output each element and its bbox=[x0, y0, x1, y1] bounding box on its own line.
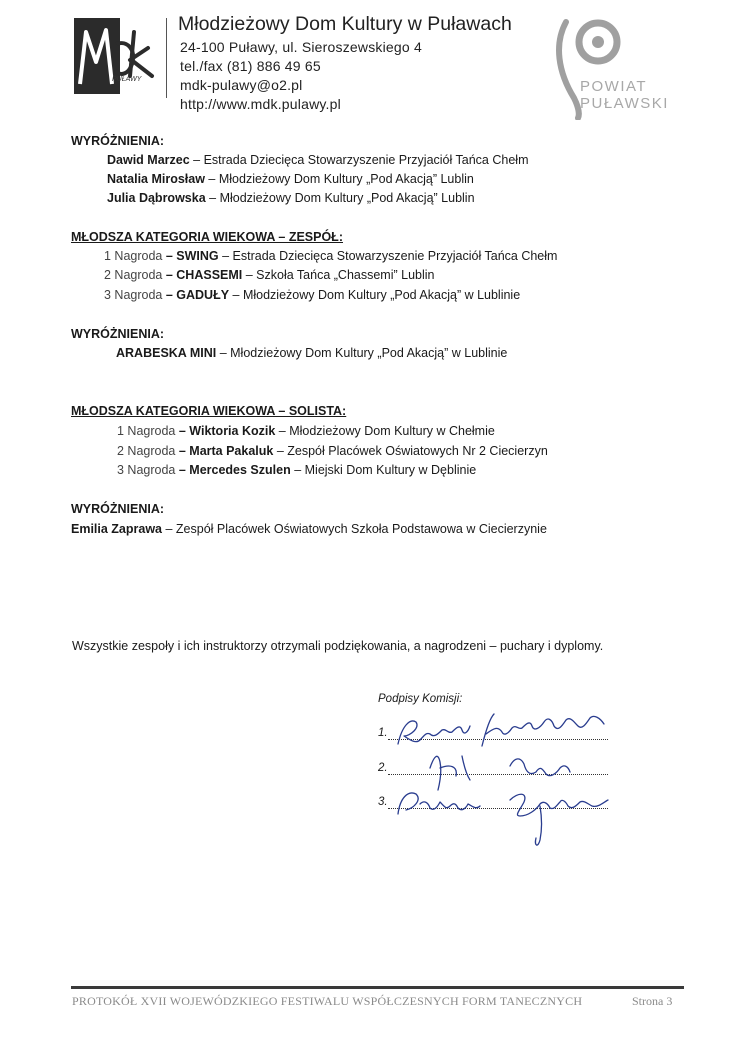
organization-name: Młodzieżowy Dom Kultury w Puławach bbox=[178, 13, 512, 35]
section-heading: WYRÓŻNIENIA: bbox=[71, 134, 165, 148]
awardee-name: Emilia Zaprawa bbox=[71, 522, 163, 536]
awardee-name: Wiktoria Kozik bbox=[189, 424, 276, 438]
footer-page-number: Strona 3 bbox=[632, 994, 673, 1008]
awardee-name: GADUŁY bbox=[176, 288, 230, 302]
awardee-org: Zespół Placówek Oświatowych Szkoła Podstawowa w Ciecierzynie bbox=[175, 522, 547, 536]
section-heading: WYRÓŻNIENIA: bbox=[71, 502, 165, 516]
list-item bbox=[107, 172, 474, 186]
awardee-org: Młodzieżowy Dom Kultury „Pod Akacją” Lublin bbox=[219, 191, 475, 205]
section-heading: MŁODSZA KATEGORIA WIEKOWA – ZESPÓŁ: bbox=[71, 230, 343, 244]
awardee-org: Miejski Dom Kultury w Dęblinie bbox=[304, 463, 477, 477]
awardee-name: Dawid Marzec bbox=[107, 153, 190, 167]
organization-phone: tel./fax (81) 886 49 65 bbox=[180, 58, 321, 74]
separator: – bbox=[162, 288, 177, 302]
awardee-name: CHASSEMI bbox=[176, 268, 243, 282]
separator: – bbox=[216, 346, 231, 360]
organization-website: http://www.mdk.pulawy.pl bbox=[180, 96, 341, 112]
list-item bbox=[104, 288, 520, 302]
list-item bbox=[104, 249, 557, 263]
separator: – bbox=[290, 463, 305, 477]
prize-label: 3 Nagroda bbox=[104, 288, 163, 302]
separator: – bbox=[242, 268, 257, 282]
separator: – bbox=[275, 424, 290, 438]
separator: – bbox=[229, 288, 243, 302]
awardee-org: Szkoła Tańca „Chassemi” Lublin bbox=[256, 268, 435, 282]
header-divider bbox=[166, 18, 167, 98]
awardee-org: Estrada Dziecięca Stowarzyszenie Przyjaciół Tańca Chełm bbox=[203, 153, 529, 167]
awardee-name: ARABESKA MINI bbox=[116, 346, 217, 360]
mdk-logo bbox=[72, 14, 162, 98]
awardee-org: Młodzieżowy Dom Kultury „Pod Akacją” Lublin bbox=[218, 172, 474, 186]
powiat-name-line1: POWIAT bbox=[580, 78, 648, 95]
separator: – bbox=[205, 191, 220, 205]
prize-label: 2 Nagroda bbox=[117, 444, 176, 458]
awardee-org: Młodzieżowy Dom Kultury „Pod Akacją” w Lublinie bbox=[242, 288, 521, 302]
awardee-name: Julia Dąbrowska bbox=[107, 191, 206, 205]
list-item bbox=[116, 346, 507, 360]
section-heading: MŁODSZA KATEGORIA WIEKOWA – SOLISTA: bbox=[71, 404, 347, 418]
signature-number: 1. bbox=[378, 727, 388, 739]
summary-text: Wszystkie zespoły i ich instruktorzy otrzymali podziękowania, a nagrodzeni – puchary i dyplomy. bbox=[72, 639, 604, 653]
awardee-name: Marta Pakaluk bbox=[189, 444, 274, 458]
separator: – bbox=[162, 249, 177, 263]
list-item bbox=[107, 191, 475, 205]
list-item bbox=[117, 424, 495, 438]
handwritten-signatures bbox=[390, 706, 630, 856]
awardee-name: Natalia Mirosław bbox=[107, 172, 205, 186]
powiat-name-line2: PUŁAWSKI bbox=[580, 95, 669, 112]
awardee-name: SWING bbox=[176, 249, 219, 263]
awardee-org: Estrada Dziecięca Stowarzyszenie Przyjaciół Tańca Chełm bbox=[232, 249, 558, 263]
signature-number: 3. bbox=[378, 796, 388, 808]
list-item bbox=[117, 463, 476, 477]
footer-divider bbox=[71, 986, 684, 989]
separator: – bbox=[189, 153, 204, 167]
organization-email: mdk-pulawy@o2.pl bbox=[180, 77, 303, 93]
organization-address: 24-100 Puławy, ul. Sieroszewskiego 4 bbox=[180, 39, 422, 55]
separator: – bbox=[162, 268, 177, 282]
footer-protocol-title: PROTOKÓŁ XVII WOJEWÓDZKIEGO FESTIWALU WSPÓŁCZESNYCH FORM TANECZNYCH bbox=[72, 994, 583, 1008]
separator: – bbox=[273, 444, 288, 458]
list-item bbox=[71, 522, 547, 536]
separator: – bbox=[175, 424, 190, 438]
list-item bbox=[117, 444, 548, 458]
mdk-logo-graphic bbox=[72, 14, 162, 98]
signatures-title: Podpisy Komisji: bbox=[378, 693, 463, 705]
awardee-org: Zespół Placówek Oświatowych Nr 2 Ciecierzyn bbox=[287, 444, 548, 458]
prize-label: 1 Nagroda bbox=[104, 249, 163, 263]
prize-label: 3 Nagroda bbox=[117, 463, 176, 477]
separator: – bbox=[175, 463, 190, 477]
awardee-name: Mercedes Szulen bbox=[189, 463, 291, 477]
list-item bbox=[107, 153, 528, 167]
list-item bbox=[104, 268, 435, 282]
prize-label: 1 Nagroda bbox=[117, 424, 176, 438]
awardee-org: Młodzieżowy Dom Kultury w Chełmie bbox=[289, 424, 495, 438]
section-heading: WYRÓŻNIENIA: bbox=[71, 327, 165, 341]
prize-label: 2 Nagroda bbox=[104, 268, 163, 282]
mdk-logo-subtitle: PUŁAWY bbox=[112, 76, 142, 83]
awardee-org: Młodzieżowy Dom Kultury „Pod Akacją” w Lublinie bbox=[230, 346, 508, 360]
separator: – bbox=[218, 249, 233, 263]
signature-number: 2. bbox=[378, 762, 388, 774]
separator: – bbox=[162, 522, 176, 536]
separator: – bbox=[175, 444, 190, 458]
separator: – bbox=[204, 172, 219, 186]
